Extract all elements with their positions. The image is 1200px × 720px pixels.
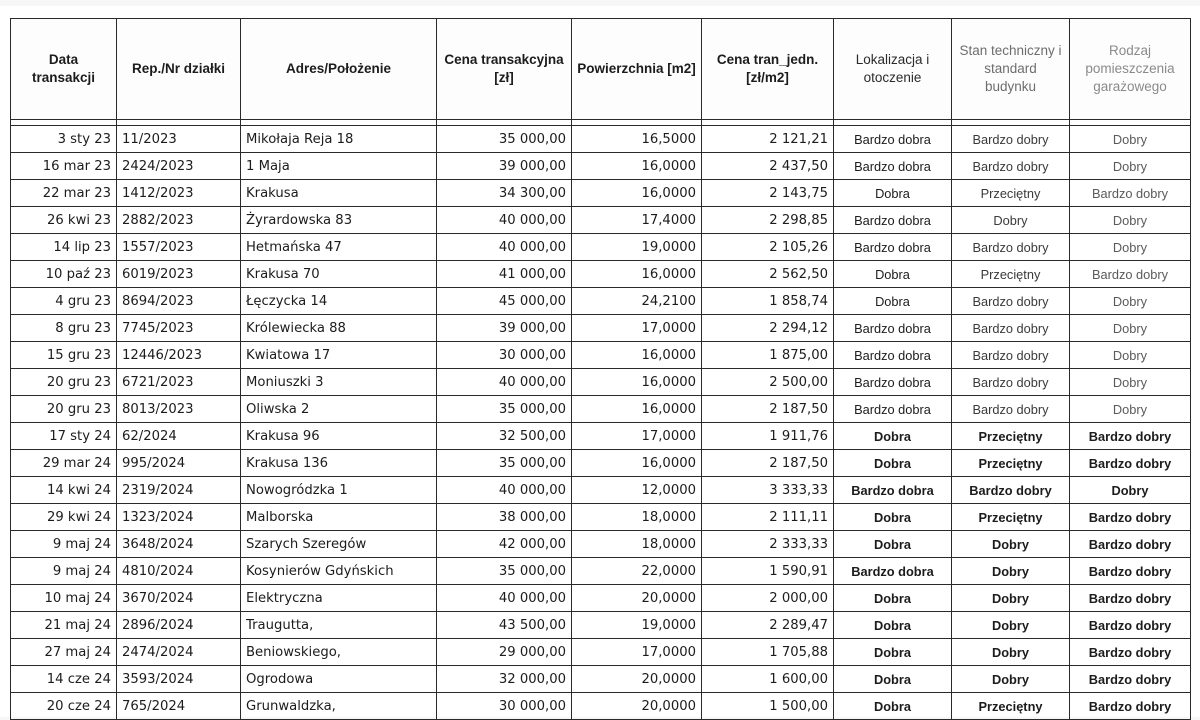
cell-area: 16,0000 xyxy=(572,369,702,396)
cell-location: Dobra xyxy=(834,180,952,207)
cell-area: 19,0000 xyxy=(572,234,702,261)
table-row xyxy=(11,612,1191,639)
cell-address: Krakusa 96 xyxy=(241,423,437,450)
table-row xyxy=(11,450,1191,477)
cell-rep: 995/2024 xyxy=(117,450,241,477)
cell-address: Żyrardowska 83 xyxy=(241,207,437,234)
cell-location: Bardzo dobra xyxy=(834,396,952,423)
cell-technical: Dobry xyxy=(952,558,1070,585)
cell-rep: 6721/2023 xyxy=(117,369,241,396)
cell-date: 22 mar 23 xyxy=(11,180,117,207)
cell-date: 20 gru 23 xyxy=(11,369,117,396)
cell-rep: 8013/2023 xyxy=(117,396,241,423)
cell-rep: 6019/2023 xyxy=(117,261,241,288)
cell-technical: Bardzo dobry xyxy=(952,234,1070,261)
cell-location: Bardzo dobra xyxy=(834,369,952,396)
transactions-table xyxy=(10,18,1191,720)
cell-unit-price: 2 562,50 xyxy=(702,261,834,288)
cell-area: 16,5000 xyxy=(572,126,702,153)
cell-address: Kwiatowa 17 xyxy=(241,342,437,369)
cell-technical: Bardzo dobry xyxy=(952,315,1070,342)
header-price: Cena transakcyjna [zł] xyxy=(437,19,572,120)
cell-address: 1 Maja xyxy=(241,153,437,180)
cell-price: 35 000,00 xyxy=(437,126,572,153)
cell-technical: Bardzo dobry xyxy=(952,288,1070,315)
cell-garage-type: Bardzo dobry xyxy=(1070,639,1191,666)
cell-price: 40 000,00 xyxy=(437,207,572,234)
cell-area: 18,0000 xyxy=(572,531,702,558)
cell-price: 30 000,00 xyxy=(437,693,572,720)
cell-area: 22,0000 xyxy=(572,558,702,585)
cell-unit-price: 2 121,21 xyxy=(702,126,834,153)
cell-location: Bardzo dobra xyxy=(834,315,952,342)
cell-unit-price: 1 705,88 xyxy=(702,639,834,666)
cell-garage-type: Dobry xyxy=(1070,369,1191,396)
table-row xyxy=(11,234,1191,261)
cell-address: Grunwaldzka, xyxy=(241,693,437,720)
header-garage-type: Rodzaj pomieszczenia garażowego xyxy=(1070,19,1191,120)
cell-address: Mikołaja Reja 18 xyxy=(241,126,437,153)
cell-date: 10 maj 24 xyxy=(11,585,117,612)
cell-rep: 7745/2023 xyxy=(117,315,241,342)
cell-area: 17,0000 xyxy=(572,315,702,342)
cell-address: Krakusa 70 xyxy=(241,261,437,288)
cell-price: 40 000,00 xyxy=(437,234,572,261)
table-body xyxy=(11,120,1191,720)
cell-address: Nowogródzka 1 xyxy=(241,477,437,504)
cell-unit-price: 2 187,50 xyxy=(702,396,834,423)
cell-unit-price: 1 500,00 xyxy=(702,693,834,720)
cell-rep: 4810/2024 xyxy=(117,558,241,585)
cell-rep: 11/2023 xyxy=(117,126,241,153)
cell-unit-price: 2 143,75 xyxy=(702,180,834,207)
table-row xyxy=(11,585,1191,612)
table-row xyxy=(11,288,1191,315)
table-row xyxy=(11,666,1191,693)
cell-garage-type: Dobry xyxy=(1070,153,1191,180)
cell-price: 39 000,00 xyxy=(437,315,572,342)
table-row xyxy=(11,369,1191,396)
cell-garage-type: Bardzo dobry xyxy=(1070,423,1191,450)
cell-rep: 3670/2024 xyxy=(117,585,241,612)
table-row xyxy=(11,639,1191,666)
cell-location: Dobra xyxy=(834,423,952,450)
cell-technical: Bardzo dobry xyxy=(952,477,1070,504)
cell-price: 40 000,00 xyxy=(437,585,572,612)
cell-unit-price: 1 875,00 xyxy=(702,342,834,369)
cell-area: 12,0000 xyxy=(572,477,702,504)
cell-technical: Bardzo dobry xyxy=(952,153,1070,180)
cell-location: Dobra xyxy=(834,639,952,666)
cell-address: Kosynierów Gdyńskich xyxy=(241,558,437,585)
cell-unit-price: 2 298,85 xyxy=(702,207,834,234)
header-area: Powierzchnia [m2] xyxy=(572,19,702,120)
cell-garage-type: Bardzo dobry xyxy=(1070,450,1191,477)
cell-area: 20,0000 xyxy=(572,666,702,693)
cell-rep: 3648/2024 xyxy=(117,531,241,558)
cell-technical: Bardzo dobry xyxy=(952,342,1070,369)
cell-rep: 3593/2024 xyxy=(117,666,241,693)
cell-price: 35 000,00 xyxy=(437,450,572,477)
cell-technical: Dobry xyxy=(952,585,1070,612)
cell-price: 39 000,00 xyxy=(437,153,572,180)
cell-address: Hetmańska 47 xyxy=(241,234,437,261)
cell-unit-price: 1 590,91 xyxy=(702,558,834,585)
cell-date: 16 mar 23 xyxy=(11,153,117,180)
cell-price: 29 000,00 xyxy=(437,639,572,666)
cell-unit-price: 3 333,33 xyxy=(702,477,834,504)
cell-price: 41 000,00 xyxy=(437,261,572,288)
cell-technical: Przeciętny xyxy=(952,693,1070,720)
cell-garage-type: Bardzo dobry xyxy=(1070,693,1191,720)
cell-technical: Dobry xyxy=(952,612,1070,639)
header-rep: Rep./Nr działki xyxy=(117,19,241,120)
cell-address: Moniuszki 3 xyxy=(241,369,437,396)
header-row xyxy=(11,19,1191,120)
cell-area: 20,0000 xyxy=(572,585,702,612)
cell-address: Krakusa 136 xyxy=(241,450,437,477)
cell-price: 38 000,00 xyxy=(437,504,572,531)
cell-area: 19,0000 xyxy=(572,612,702,639)
cell-area: 16,0000 xyxy=(572,342,702,369)
cell-rep: 2424/2023 xyxy=(117,153,241,180)
cell-garage-type: Dobry xyxy=(1070,315,1191,342)
table-row xyxy=(11,180,1191,207)
cell-unit-price: 2 500,00 xyxy=(702,369,834,396)
cell-price: 32 000,00 xyxy=(437,666,572,693)
cell-technical: Przeciętny xyxy=(952,180,1070,207)
table-row xyxy=(11,423,1191,450)
cell-unit-price: 1 911,76 xyxy=(702,423,834,450)
cell-area: 17,0000 xyxy=(572,423,702,450)
cell-date: 3 sty 23 xyxy=(11,126,117,153)
cell-price: 42 000,00 xyxy=(437,531,572,558)
table-row xyxy=(11,126,1191,153)
cell-location: Dobra xyxy=(834,666,952,693)
cell-area: 16,0000 xyxy=(572,450,702,477)
cell-rep: 62/2024 xyxy=(117,423,241,450)
table-row xyxy=(11,558,1191,585)
header-date: Data transakcji xyxy=(11,19,117,120)
cell-unit-price: 2 105,26 xyxy=(702,234,834,261)
cell-garage-type: Bardzo dobry xyxy=(1070,666,1191,693)
cell-location: Dobra xyxy=(834,261,952,288)
cell-unit-price: 2 333,33 xyxy=(702,531,834,558)
cell-technical: Przeciętny xyxy=(952,423,1070,450)
document-page xyxy=(0,6,1200,717)
cell-location: Bardzo dobra xyxy=(834,207,952,234)
table-row xyxy=(11,315,1191,342)
cell-rep: 2319/2024 xyxy=(117,477,241,504)
cell-rep: 1557/2023 xyxy=(117,234,241,261)
cell-location: Dobra xyxy=(834,585,952,612)
cell-date: 20 gru 23 xyxy=(11,396,117,423)
cell-area: 18,0000 xyxy=(572,504,702,531)
cell-price: 32 500,00 xyxy=(437,423,572,450)
cell-price: 40 000,00 xyxy=(437,369,572,396)
cell-price: 35 000,00 xyxy=(437,558,572,585)
cell-area: 16,0000 xyxy=(572,396,702,423)
cell-area: 16,0000 xyxy=(572,261,702,288)
cell-garage-type: Dobry xyxy=(1070,396,1191,423)
cell-location: Bardzo dobra xyxy=(834,477,952,504)
cell-technical: Bardzo dobry xyxy=(952,126,1070,153)
cell-rep: 2882/2023 xyxy=(117,207,241,234)
cell-technical: Bardzo dobry xyxy=(952,396,1070,423)
cell-date: 27 maj 24 xyxy=(11,639,117,666)
cell-unit-price: 1 858,74 xyxy=(702,288,834,315)
cell-rep: 2474/2024 xyxy=(117,639,241,666)
cell-technical: Bardzo dobry xyxy=(952,369,1070,396)
cell-location: Dobra xyxy=(834,504,952,531)
cell-area: 16,0000 xyxy=(572,153,702,180)
cell-price: 43 500,00 xyxy=(437,612,572,639)
cell-price: 45 000,00 xyxy=(437,288,572,315)
cell-garage-type: Bardzo dobry xyxy=(1070,558,1191,585)
cell-area: 20,0000 xyxy=(572,693,702,720)
header-address: Adres/Położenie xyxy=(241,19,437,120)
cell-location: Bardzo dobra xyxy=(834,126,952,153)
cell-location: Dobra xyxy=(834,693,952,720)
cell-garage-type: Dobry xyxy=(1070,126,1191,153)
cell-technical: Przeciętny xyxy=(952,504,1070,531)
cell-date: 14 cze 24 xyxy=(11,666,117,693)
cell-date: 14 lip 23 xyxy=(11,234,117,261)
cell-location: Dobra xyxy=(834,531,952,558)
cell-technical: Dobry xyxy=(952,531,1070,558)
cell-address: Krakusa xyxy=(241,180,437,207)
cell-unit-price: 2 000,00 xyxy=(702,585,834,612)
cell-price: 34 300,00 xyxy=(437,180,572,207)
cell-garage-type: Bardzo dobry xyxy=(1070,531,1191,558)
cell-address: Elektryczna xyxy=(241,585,437,612)
cell-location: Bardzo dobra xyxy=(834,342,952,369)
cell-rep: 765/2024 xyxy=(117,693,241,720)
cell-rep: 8694/2023 xyxy=(117,288,241,315)
cell-unit-price: 1 600,00 xyxy=(702,666,834,693)
cell-garage-type: Bardzo dobry xyxy=(1070,180,1191,207)
cell-location: Bardzo dobra xyxy=(834,153,952,180)
cell-date: 10 paź 23 xyxy=(11,261,117,288)
cell-garage-type: Dobry xyxy=(1070,207,1191,234)
cell-date: 4 gru 23 xyxy=(11,288,117,315)
table-row xyxy=(11,261,1191,288)
cell-price: 40 000,00 xyxy=(437,477,572,504)
cell-address: Oliwska 2 xyxy=(241,396,437,423)
cell-location: Dobra xyxy=(834,450,952,477)
cell-location: Dobra xyxy=(834,288,952,315)
header-unit-price: Cena tran_jedn. [zł/m2] xyxy=(702,19,834,120)
cell-garage-type: Bardzo dobry xyxy=(1070,261,1191,288)
cell-garage-type: Dobry xyxy=(1070,342,1191,369)
cell-date: 20 cze 24 xyxy=(11,693,117,720)
cell-date: 9 maj 24 xyxy=(11,531,117,558)
cell-address: Szarych Szeregów xyxy=(241,531,437,558)
cell-location: Bardzo dobra xyxy=(834,234,952,261)
cell-date: 29 kwi 24 xyxy=(11,504,117,531)
cell-area: 16,0000 xyxy=(572,180,702,207)
cell-area: 24,2100 xyxy=(572,288,702,315)
cell-technical: Dobry xyxy=(952,207,1070,234)
cell-technical: Dobry xyxy=(952,639,1070,666)
cell-unit-price: 2 289,47 xyxy=(702,612,834,639)
cell-garage-type: Dobry xyxy=(1070,234,1191,261)
cell-unit-price: 2 111,11 xyxy=(702,504,834,531)
cell-address: Beniowskiego, xyxy=(241,639,437,666)
cell-price: 35 000,00 xyxy=(437,396,572,423)
cell-date: 26 kwi 23 xyxy=(11,207,117,234)
cell-area: 17,0000 xyxy=(572,639,702,666)
header-location: Lokalizacja i otoczenie xyxy=(834,19,952,120)
cell-garage-type: Dobry xyxy=(1070,477,1191,504)
cell-technical: Dobry xyxy=(952,666,1070,693)
cell-garage-type: Bardzo dobry xyxy=(1070,612,1191,639)
cell-date: 29 mar 24 xyxy=(11,450,117,477)
cell-rep: 1412/2023 xyxy=(117,180,241,207)
cell-rep: 1323/2024 xyxy=(117,504,241,531)
cell-address: Królewiecka 88 xyxy=(241,315,437,342)
cell-technical: Przeciętny xyxy=(952,261,1070,288)
cell-rep: 12446/2023 xyxy=(117,342,241,369)
cell-technical: Przeciętny xyxy=(952,450,1070,477)
table-row xyxy=(11,153,1191,180)
cell-garage-type: Bardzo dobry xyxy=(1070,585,1191,612)
header-technical: Stan techniczny i standard budynku xyxy=(952,19,1070,120)
table-row xyxy=(11,693,1191,720)
cell-rep: 2896/2024 xyxy=(117,612,241,639)
table-row xyxy=(11,207,1191,234)
cell-address: Traugutta, xyxy=(241,612,437,639)
cell-date: 9 maj 24 xyxy=(11,558,117,585)
table-row xyxy=(11,477,1191,504)
table-row xyxy=(11,504,1191,531)
cell-price: 30 000,00 xyxy=(437,342,572,369)
cell-garage-type: Bardzo dobry xyxy=(1070,504,1191,531)
cell-unit-price: 2 187,50 xyxy=(702,450,834,477)
cell-date: 14 kwi 24 xyxy=(11,477,117,504)
cell-address: Łęczycka 14 xyxy=(241,288,437,315)
cell-garage-type: Dobry xyxy=(1070,288,1191,315)
cell-unit-price: 2 294,12 xyxy=(702,315,834,342)
table-row xyxy=(11,342,1191,369)
cell-unit-price: 2 437,50 xyxy=(702,153,834,180)
table-row xyxy=(11,531,1191,558)
cell-address: Ogrodowa xyxy=(241,666,437,693)
cell-date: 17 sty 24 xyxy=(11,423,117,450)
cell-location: Dobra xyxy=(834,612,952,639)
table-row xyxy=(11,396,1191,423)
cell-date: 15 gru 23 xyxy=(11,342,117,369)
cell-area: 17,4000 xyxy=(572,207,702,234)
cell-location: Bardzo dobra xyxy=(834,558,952,585)
cell-date: 21 maj 24 xyxy=(11,612,117,639)
cell-date: 8 gru 23 xyxy=(11,315,117,342)
cell-address: Malborska xyxy=(241,504,437,531)
